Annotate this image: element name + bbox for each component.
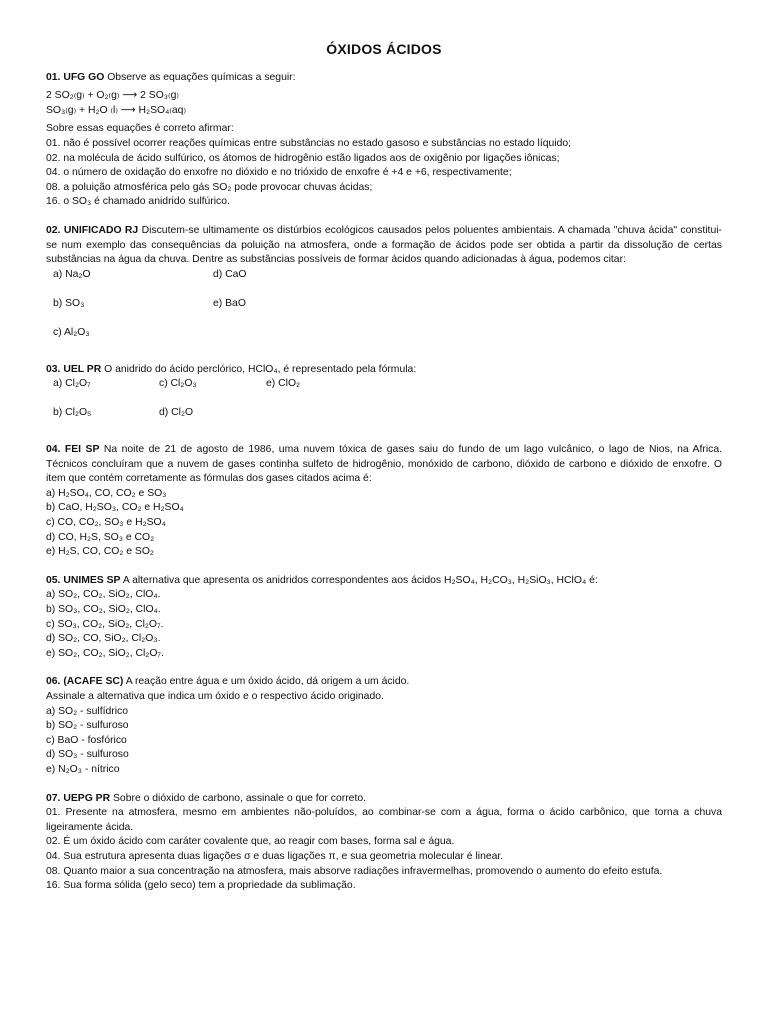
question-stem: O anidrido do ácido perclórico, HClO₄, é representado pela fórmula:	[104, 363, 417, 375]
question-06	[46, 675, 722, 777]
option-d: d) SO₃ - sulfuroso	[46, 749, 129, 761]
option-e: e) SO₂, CO₂, SiO₂, Cl₂O₇.	[46, 647, 164, 659]
question-stem: A alternativa que apresenta os anidridos correspondentes aos ácidos H₂SO₄, H₂CO₃, H₂SiO₃, HClO₄ é:	[122, 574, 598, 586]
question-number: 01. UFG GO	[46, 71, 105, 83]
option-b: b) SO₃	[53, 297, 85, 309]
option-a: a) H₂SO₄, CO, CO₂ e SO₃	[46, 487, 167, 499]
option-e: e) ClO₂	[266, 378, 301, 390]
statement-08: 08. a poluição atmosférica pelo gás SO₂ pode provocar chuvas ácidas;	[46, 181, 373, 193]
question-stem: Discutem-se ultimamente os distúrbios ecológicos causados pelos poluentes ambientais. A chamada "chuva ácida" constitui-se num exemplo das consequências da poluição na atmosfera, onde a formação de ácidos pode ser obtida a partir da dissolução de certas substâncias na água da chuva. Dentre as substâncias possíveis de formar ácidos quando adicionadas à água, podemos citar:	[46, 224, 722, 266]
option-d: d) CaO	[213, 268, 247, 280]
option-b: b) Cl₂O₅	[53, 407, 92, 419]
option-e: e) H₂S, CO, CO₂ e SO₂	[46, 546, 154, 558]
statement-02: 02. É um óxido ácido com caráter covalente que, ao reagir com bases, forma sal e água.	[46, 836, 455, 848]
question-01	[46, 71, 722, 210]
option-a: a) Cl₂O₇	[53, 378, 91, 390]
option-e: e) BaO	[213, 297, 246, 309]
question-02	[46, 224, 722, 341]
question-number: 05. UNIMES SP	[46, 574, 121, 586]
option-d: d) SO₂, CO, SiO₂, Cl₂O₃.	[46, 633, 161, 645]
statement-16: 16. o SO₃ é chamado anidrido sulfúrico.	[46, 196, 230, 208]
statement-04: 04. o número de oxidação do enxofre no dióxido e no trióxido de enxofre é +4 e +6, respectivamente;	[46, 167, 512, 179]
question-stem: Observe as equações químicas a seguir:	[107, 71, 296, 83]
option-a: a) SO₂ - sulfídrico	[46, 705, 128, 717]
statement-04: 04. Sua estrutura apresenta duas ligações σ e duas ligações π, e sua geometria molecular é linear.	[46, 850, 504, 862]
option-a: a) SO₂, CO₂, SiO₂, ClO₄.	[46, 589, 161, 601]
option-c: c) Cl₂O₃	[159, 378, 197, 390]
statement-01: 01. Presente na atmosfera, mesmo em ambientes não-poluídos, ao combinar-se com a água, forma o ácido carbônico, que torna a chuva ligeiramente ácida.	[46, 807, 722, 833]
question-stem: A reação entre água e um óxido ácido, dá origem a um ácido.	[125, 676, 410, 688]
option-c: c) Al₂O₃	[53, 327, 90, 339]
statement-02: 02. na molécula de ácido sulfúrico, os átomos de hidrogênio estão ligados aos de oxigênio por ligações iônicas;	[46, 152, 560, 164]
option-c: c) CO, CO₂, SO₃ e H₂SO₄	[46, 517, 166, 529]
equation-1: 2 SO₂₍g₎ + O₂₍g₎ ⟶ 2 SO₃₍g₎	[46, 90, 179, 102]
question-intro: Sobre essas equações é correto afirmar:	[46, 123, 234, 135]
question-number: 03. UEL PR	[46, 363, 102, 375]
document-page	[46, 42, 722, 894]
option-b: b) SO₂ - sulfuroso	[46, 720, 129, 732]
question-number: 02. UNIFICADO RJ	[46, 224, 139, 236]
question-stem: Na noite de 21 de agosto de 1986, uma nuvem tóxica de gases saiu do fundo de um lago vulcânico, o lago de Nios, na Africa. Técnicos concluíram que a nuvem de gases continha sulfeto de hidrogênio, monóxido de carbono, dióxido de carbono e dióxido de enxofre. O item que contém corretamente as fórmulas dos gases citados acima é:	[46, 444, 723, 485]
question-number: 04. FEI SP	[46, 444, 100, 456]
page-title: ÓXIDOS ÁCIDOS	[326, 41, 442, 57]
question-03	[46, 363, 722, 421]
option-b: b) SO₃, CO₂, SiO₂, ClO₄.	[46, 604, 161, 615]
option-d: d) Cl₂O	[159, 407, 194, 419]
option-c: c) BaO - fosfórico	[46, 734, 127, 746]
option-a: a) Na₂O	[53, 268, 91, 280]
question-04	[46, 443, 722, 560]
statement-01: 01. não é possível ocorrer reações químicas entre substâncias no estado gasoso e substâncias no estado líquido;	[46, 137, 572, 149]
option-b: b) CaO, H₂SO₃, CO₂ e H₂SO₄	[46, 502, 184, 514]
question-number: 06. (ACAFE SC)	[46, 676, 124, 688]
statement-08: 08. Quanto maior a sua concentração na atmosfera, mais absorve radiações infravermelhas, promovendo o aumento do efeito estufa.	[46, 865, 663, 877]
question-stem: Sobre o dióxido de carbono, assinale o que for correto.	[113, 792, 366, 804]
option-c: c) SO₃, CO₂, SiO₂, Cl₂O₇.	[46, 618, 164, 630]
option-d: d) CO, H₂S, SO₃ e CO₂	[46, 531, 155, 543]
question-05	[46, 574, 722, 662]
option-e: e) N₂O₃ - nítrico	[46, 763, 120, 775]
question-stem-2: Assinale a alternativa que indica um óxido e o respectivo ácido originado.	[46, 690, 384, 702]
statement-16: 16. Sua forma sólida (gelo seco) tem a propriedade da sublimação.	[46, 880, 356, 892]
question-07	[46, 792, 722, 894]
equation-2: SO₃₍g₎ + H₂O ₍l₎ ⟶ H₂SO₄₍aq₎	[46, 104, 187, 116]
question-number: 07. UEPG PR	[46, 792, 111, 804]
